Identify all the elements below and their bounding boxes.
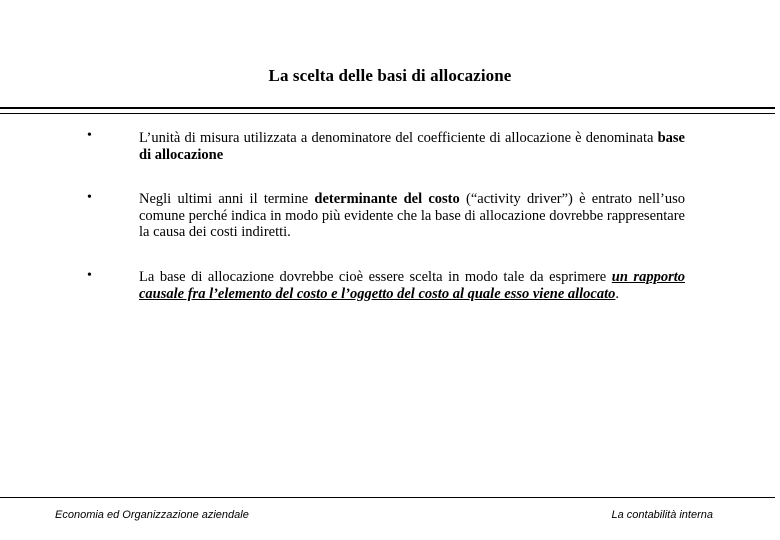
item-1-bold: base di allocazione: [139, 130, 685, 163]
bullet-1: •: [87, 128, 92, 143]
bullet-item-1: [139, 130, 685, 163]
bullet-item-2: [139, 191, 685, 241]
footer-rule: [0, 497, 775, 498]
footer-section: La contabilità interna: [611, 509, 713, 521]
item-1-text: L’unità di misura utilizzata a denominatore del coefficiente di allocazione è denominata: [139, 130, 658, 146]
item-2-bold: determinante del costo: [314, 191, 460, 207]
item-3-emphasis: un rapporto causale fra l’elemento del costo e l’oggetto del costo al quale esso viene allocato: [139, 269, 685, 302]
item-3-text-start: La base di allocazione dovrebbe cioè essere scelta in modo tale da esprimere: [139, 269, 612, 285]
slide-title: La scelta delle basi di allocazione: [268, 66, 512, 85]
bullet-3: •: [87, 268, 92, 283]
item-2-text-end: (“activity driver”) è entrato nell’uso comune perché indica in modo più evidente che la base di allocazione dovrebbe rappresentare la causa dei costi indiretti.: [139, 191, 685, 240]
bullet-item-3: [139, 269, 685, 302]
footer-course: Economia ed Organizzazione aziendale: [55, 509, 249, 521]
title-rule-thin: [0, 113, 775, 114]
title-rule-thick: [0, 107, 775, 109]
item-3-text-end: .: [615, 285, 620, 302]
item-2-text-start: Negli ultimi anni il termine: [139, 191, 315, 207]
bullet-2: •: [87, 190, 92, 205]
